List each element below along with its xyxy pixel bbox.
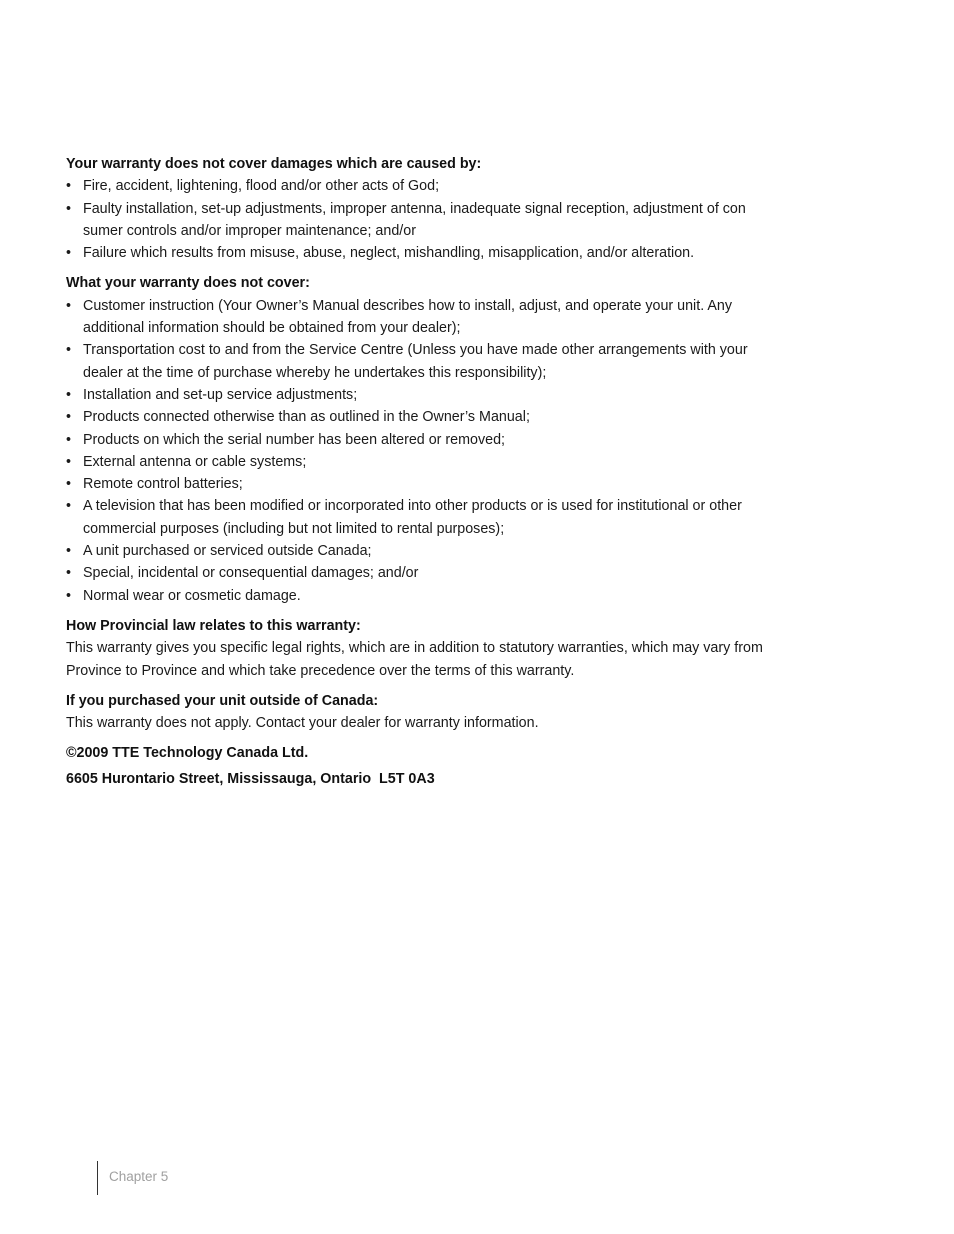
bullet-icon: •: [66, 587, 72, 604]
bullet-icon: •: [66, 178, 72, 195]
list-item: • Products on which the serial number has been altered or removed;: [66, 429, 776, 451]
list-item: • Normal wear or cosmetic damage.: [66, 585, 776, 607]
section-not-covered: [66, 272, 776, 606]
bullet-icon: •: [66, 409, 72, 426]
bullet-list: [66, 295, 776, 607]
section-heading: Your warranty does not cover damages which are caused by:: [66, 156, 482, 172]
list-item: • Failure which results from misuse, abuse, neglect, mishandling, misapplication, and/or alteration.: [66, 242, 776, 264]
list-item: • A television that has been modified or incorporated into other products or is used for institutional or other commercial purposes (including but not limited to rental purposes);: [66, 495, 776, 540]
list-item: • Installation and set-up service adjustments;: [66, 384, 776, 406]
bullet-icon: •: [66, 297, 72, 314]
bullet-icon: •: [66, 245, 72, 262]
list-item: • A unit purchased or serviced outside Canada;: [66, 540, 776, 562]
warranty-content: [66, 153, 776, 793]
section-outside-canada: [66, 690, 776, 735]
list-item: • Faulty installation, set-up adjustments, improper antenna, inadequate signal reception, adjustment of con sumer controls and/or improper maintenance; and/or: [66, 198, 776, 243]
list-item: • Transportation cost to and from the Service Centre (Unless you have made other arrangements with your dealer at the time of purchase whereby he undertakes this responsibility);: [66, 339, 776, 384]
section-heading: How Provincial law relates to this warranty:: [66, 617, 361, 634]
section-heading: If you purchased your unit outside of Canada:: [66, 692, 379, 709]
copyright-line: ©2009 TTE Technology Canada Ltd.: [66, 745, 309, 762]
chapter-label: Chapter 5: [109, 1169, 169, 1184]
bullet-icon: •: [66, 476, 72, 493]
bullet-icon: •: [66, 543, 72, 560]
bullet-icon: •: [66, 453, 72, 470]
bullet-icon: •: [66, 386, 72, 403]
list-item: • External antenna or cable systems;: [66, 451, 776, 473]
bullet-icon: •: [66, 342, 72, 359]
list-item: • Customer instruction (Your Owner’s Manual describes how to install, adjust, and operate your unit. Any additional information should be obtained from your dealer);: [66, 295, 776, 340]
section-provincial-law: [66, 615, 776, 682]
bullet-list: [66, 175, 776, 264]
list-item: • Remote control batteries;: [66, 473, 776, 495]
bullet-icon: •: [66, 565, 72, 582]
bullet-icon: •: [66, 431, 72, 448]
page-footer: [97, 1161, 168, 1195]
address-line: 6605 Hurontario Street, Mississauga, Ontario L5T 0A3: [66, 770, 435, 787]
list-item: • Fire, accident, lightening, flood and/or other acts of God;: [66, 175, 776, 197]
section-body: This warranty gives you specific legal rights, which are in addition to statutory warranties, which may vary from Province to Province and which take precedence over the terms of this warranty.: [66, 640, 763, 679]
section-body: This warranty does not apply. Contact your dealer for warranty information.: [66, 715, 539, 732]
list-item: • Products connected otherwise than as outlined in the Owner’s Manual;: [66, 406, 776, 428]
list-item: • Special, incidental or consequential damages; and/or: [66, 562, 776, 584]
section-damages-not-covered: [66, 153, 776, 264]
bullet-icon: •: [66, 200, 72, 217]
section-heading: What your warranty does not cover:: [66, 275, 310, 292]
bullet-icon: •: [66, 498, 72, 515]
